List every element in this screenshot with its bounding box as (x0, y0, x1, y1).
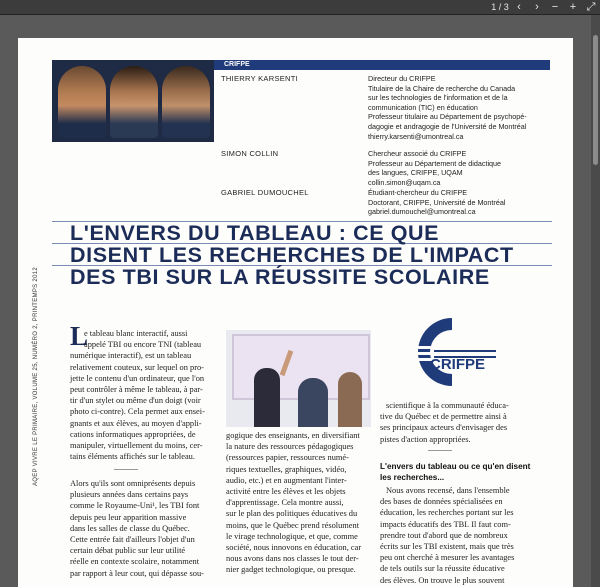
section-band (214, 60, 550, 70)
text-line: jette le contenu d'un ordinateur, que l'on (70, 373, 205, 383)
text-line: Cette entrée fait d'ailleurs l'objet d'un (70, 535, 195, 545)
page-indicator: 1 / 3 (491, 2, 509, 12)
author-email[interactable]: collin.simon@uqam.ca (368, 177, 441, 187)
text-line: cations informatiques appropriées, de (70, 429, 196, 439)
body-column-2 (226, 430, 376, 576)
body-column-1 (70, 328, 220, 462)
text-line: plusieurs années dans certains pays (70, 490, 189, 500)
text-line: dans les salles de classe du Québec. (70, 523, 190, 533)
text-line: tir d'un stylet ou même d'un doigt (voir (70, 396, 201, 406)
text-line: (ressources papier, ressources numé- (226, 453, 349, 463)
text-line: la nature des ressources pédagogiques (226, 442, 354, 452)
section-label: CRIFPE (224, 61, 250, 68)
affiliation-line: Titulaire de la Chaire de recherche du Canada (368, 83, 516, 93)
affiliation-line: dagogie et andragogie de l'Université de Montréal (368, 121, 527, 131)
text-line: par rapport à leur cout, qui dépasse sou- (70, 568, 204, 578)
body-column-1b (70, 478, 220, 579)
author-name: SIMON COLLIN (221, 149, 279, 158)
affiliation-line: sur les technologies de l'information et de la (368, 93, 508, 103)
text-line: prendre tout d'abord que de nombreux (380, 530, 508, 540)
document-page (18, 38, 573, 587)
text-line: Alors qu'ils sont omniprésents depuis (70, 479, 196, 488)
author-affiliation (368, 74, 558, 141)
zoom-in-button[interactable]: + (569, 1, 577, 13)
text-line: scientifique à la communauté éduca- (386, 401, 509, 410)
article-title (70, 222, 540, 288)
text-line: activité entre les élèves et les objets (226, 487, 346, 497)
drop-cap: L (70, 321, 89, 351)
scrollbar-thumb[interactable] (593, 35, 598, 165)
affiliation-line: Étudiant-chercheur du CRIFPE (368, 188, 468, 197)
journal-credit: AQEP VIVRE LE PRIMAIRE, VOLUME 25, NUMÉRO 2, PRINTEMPS 2012 (33, 267, 39, 486)
text-line: impacts éducatifs des TBI. Il faut com- (380, 519, 511, 529)
text-line: gnants et aux élèves, au moyen d'appli- (70, 418, 202, 428)
vertical-scrollbar[interactable] (591, 15, 600, 587)
text-line: comme le Royaume-Uni¹, les TBI font (70, 501, 200, 511)
author-affiliation (368, 188, 558, 217)
text-line: des élèves. On trouve le plus souvent (380, 575, 505, 585)
zoom-out-button[interactable]: − (551, 1, 559, 13)
text-line: des bases de données spécialisées en (380, 497, 503, 507)
author-email[interactable]: thierry.karsenti@umontreal.ca (368, 131, 464, 141)
text-line: e tableau blanc interactif, aussi (84, 329, 188, 338)
text-line: photo ci-contre). Cela permet aux ensei- (70, 407, 205, 417)
text-line: appelé TBI ou encore TNI (tableau (84, 340, 202, 350)
heading-line: L'envers du tableau ou ce qu'en disent (380, 462, 531, 471)
text-line: numérique interactif), est un tableau (70, 351, 192, 361)
author-name: GABRIEL DUMOUCHEL (221, 188, 309, 197)
text-line: tive du Québec et de permettre ainsi à (380, 412, 507, 422)
crifpe-logo-text: CRIFPE (430, 356, 486, 373)
viewer-toolbar (0, 0, 600, 15)
fit-page-button[interactable]: ⤢ (586, 1, 596, 13)
author-photo-karsenti (58, 66, 106, 138)
text-line: depuis peu leur apparition massive (70, 512, 187, 522)
affiliation-line: Professeur titulaire au Département de psychopé- (368, 112, 527, 122)
heading-line: les recherches... (380, 473, 445, 482)
separator (428, 450, 452, 451)
text-line: sur le plan des politiques éducatives du (226, 509, 358, 519)
text-line: le virage technologique, et que, comme (226, 531, 358, 541)
author-name: THIERRY KARSENTI (221, 74, 299, 83)
text-line: nier gadget technologique, ou presque. (226, 565, 356, 575)
student-figure (298, 378, 328, 427)
text-line: peu ont cherché à mesurer les avantages (380, 553, 515, 563)
text-line: peut contrôler à même le tableau, à par- (70, 385, 203, 395)
title-line: DISENT LES RECHERCHES DE L'IMPACT (70, 243, 514, 267)
affiliation-line: Professeur au Département de didactique (368, 158, 502, 168)
text-line: réelle en contexte scolaire, notamment (70, 557, 200, 567)
previous-page-button[interactable]: ‹ (517, 1, 521, 13)
affiliation-line: communication (TIC) en éducation (368, 102, 478, 112)
author-email[interactable]: gabriel.dumouchel@umontreal.ca (368, 207, 476, 217)
author-photo-collin (110, 66, 158, 138)
text-line: gogique des enseignants, en diversifiant (226, 431, 360, 440)
affiliation-line: Directeur du CRIFPE (368, 74, 436, 83)
affiliation-line: des langues, CRIFPE, UQAM (368, 168, 463, 178)
text-line: certain débat public sur leur utilité (70, 546, 186, 556)
text-line: société, nous innovons en éducation, car (226, 543, 362, 553)
student-figure (338, 372, 362, 427)
title-line: L'ENVERS DU TABLEAU : CE QUE (70, 221, 440, 245)
text-line: Nous avons recensé, dans l'ensemble (386, 486, 510, 495)
body-column-3 (380, 400, 540, 445)
text-line: d'apprentissage. Cela montre aussi, (226, 498, 344, 508)
separator (114, 469, 138, 470)
affiliation-line: Doctorant, CRIFPE, Université de Montréal (368, 197, 506, 207)
title-line: DES TBI SUR LA RÉUSSITE SCOLAIRE (70, 265, 490, 289)
crifpe-logo-icon (394, 312, 498, 392)
text-line: moins, que le Québec prend résolument (226, 520, 360, 530)
body-column-3b (380, 485, 540, 586)
text-line: écrits sur les TBI existent, mais que très (380, 542, 514, 552)
text-line: manipuler, virtuellement du moins, cer- (70, 441, 203, 451)
text-line: relativement couteux, sur lequel on pro- (70, 362, 204, 372)
classroom-photo (226, 330, 371, 427)
author-photo-dumouchel (162, 66, 210, 138)
author-affiliation (368, 149, 558, 187)
text-line: pistes d'action appropriées. (380, 434, 471, 444)
section-heading (380, 461, 530, 483)
text-line: ses principaux acteurs d'envisager des (380, 423, 508, 433)
next-page-button[interactable]: › (535, 1, 539, 13)
text-line: nous avons dans nos classes le tout der- (226, 554, 359, 564)
text-line: éducation, les recherches portant sur les (380, 508, 514, 518)
student-figure (254, 368, 280, 427)
text-line: tains éléments affichés sur le tableau. (70, 452, 195, 462)
author-photos (52, 60, 214, 142)
text-line: de tels outils sur la réussite éducative (380, 564, 505, 574)
text-line: riques textuelles, graphiques, vidéo, (226, 464, 347, 474)
text-line: audio, etc.) et en augmentant l'inter- (226, 475, 347, 485)
affiliation-line: Chercheur associé du CRIFPE (368, 149, 467, 158)
